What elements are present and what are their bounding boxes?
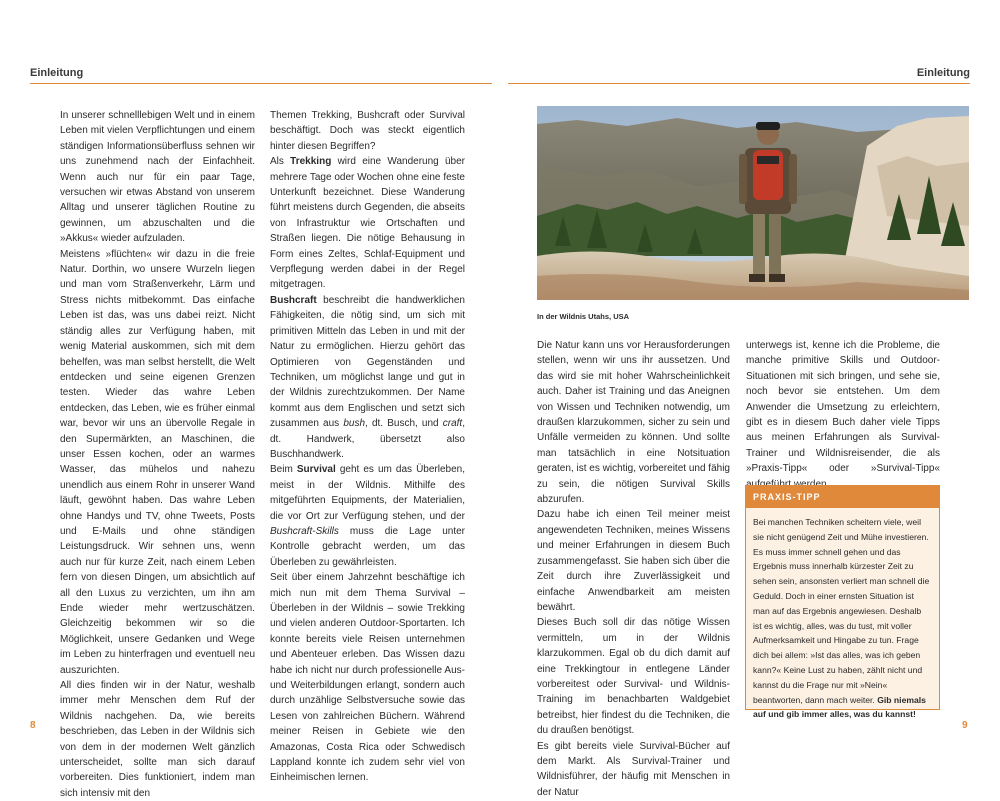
term-survival: Survival xyxy=(296,464,336,476)
page-number-left: 8 xyxy=(30,720,36,731)
paragraph: Themen Trekking, Bushcraft oder Survival beschäftigt. Doch was steckt eigentlich hinter diesen Begriffen? xyxy=(270,110,465,152)
photo-caption: In der Wildnis Utahs, USA xyxy=(537,312,630,321)
tip-title: PRAXIS-TIPP xyxy=(746,486,939,508)
term-trekking: Trekking xyxy=(290,156,332,168)
paragraph: Es gibt bereits viele Survival-Bücher auf dem Markt. Als Survival-Trainer und Wildnisführer, der häufig mit Menschen in der Natur xyxy=(537,740,730,798)
header-rule-left xyxy=(30,83,492,84)
paragraph: All dies finden wir in der Natur, weshalb immer mehr Menschen dem Ruf der Wildnis nachgehen. Da, wie bereits beschrieben, das Leben in der Wildnis sich von dem in der modernen Welt gänzlich unterscheidet, sollte man sich darauf vorbereiten. Dies funktioniert, indem man sich intensiv mit den xyxy=(60,680,255,799)
tip-text: Bei manchen Techniken scheitern viele, weil sie nicht genügend Zeit und Mühe investieren. Es muss immer schnell gehen und das Ergebnis muss innerhalb kürzester Zeit zu sehen sein, ansonsten verliert man schnell die Geduld. Doch in einer ernsten Situation ist man auf das Ergebnis angewiesen. Deshalb ist es wichtig, alles, was du tust, mit voller Aufmerksamkeit und Hingabe zu tun. Frage dich bei allem: »Ist das alles, was ich geben kann?« Keine Lust zu haben, zählt nicht und kannst du die Frage nur mit »Nein« beantworten, dann mach weiter. xyxy=(753,517,930,705)
hiker-landscape-image xyxy=(537,106,969,300)
paragraph: Dieses Buch soll dir das nötige Wissen vermitteln, um in der Wildnis klarzukommen. Egal ob du dich damit auf eine Trekkingtour in entlegene Länder vorbereitest oder Survival- und Wildnis-Training im benachbarten Waldgebiet betreibst, hier findest du die Techniken, die du draußen benötigst. xyxy=(537,617,730,737)
paragraph-survival: Beim Survival geht es um das Überleben, meist in der Wildnis. Mithilfe des mitgeführten Equipments, der Materialien, die vor Ort zur Verfügung stehen, und der Bushcraft-Skills muss die Lage unter Kontrolle gebracht werden, um das Überleben zu gewährleisten. xyxy=(270,464,465,568)
running-header-right: Einleitung xyxy=(916,67,970,79)
paragraph-trekking: Als Trekking wird eine Wanderung über mehrere Tage oder Wochen ohne eine feste Unterkunft bezeichnet. Diese Wanderung führt meistens durch Gegenden, die abseits von Infrastruktur wie Ortschaften und Straßen liegen. Die nötige Behausung in Form eines Zeltes, Schlaf-Equipment und Verpflegung werden dabei in der Regel mitgetragen. xyxy=(270,156,465,291)
wilderness-photo xyxy=(537,106,969,300)
tip-body xyxy=(746,508,939,729)
paragraph: Dazu habe ich einen Teil meiner meist angewendeten Techniken, meines Wissens und meiner Erfahrungen in diesem Buch zusammengefasst. Sie haben sich über die Zeit durch ihre Zuverlässigkeit und einfache Anwendbarkeit am meisten bewährt. xyxy=(537,509,730,613)
text-column-3 xyxy=(537,338,730,800)
term-bushcraft: Bushcraft xyxy=(270,294,317,306)
text-column-1 xyxy=(60,108,255,801)
text-column-2 xyxy=(270,108,465,786)
praxis-tip-box xyxy=(745,485,940,720)
paragraph: Seit über einem Jahrzehnt beschäftige ich mich nun mit dem Thema Survival – Überleben in der Wildnis – sowie Trekking und vielen anderen Outdoor-Sportarten. Ich konnte bereits viele Reisen unternehmen und Abenteuer erleben. Das Wissen dazu habe ich nicht nur durch professionelle Aus- und Weiterbildungen erlangt, sondern auch durch unzählige Selbstversuche sowie das Lesen von zahlreichen Büchern. Während meiner Reisen in Gebiete wie den Amazonas, Costa Rica oder Schwedisch Lappland konnte ich zudem sehr viel von Einheimischen lernen. xyxy=(270,572,465,784)
paragraph: In unserer schnelllebigen Welt und in einem Leben mit vielen Verpflichtungen und einem ständigen Informationsüberfluss sehnen wir uns zunehmend nach der Einfachheit. Wenn auch nur für ein paar Tage, versuchen wir etwas Abstand von unserem Alltag und unserer täglichen Routine zu gewinnen, um abzuschalten und die »Akkus« wieder aufzuladen. xyxy=(60,110,255,245)
paragraph-bushcraft: Bushcraft beschreibt die handwerklichen Fähigkeiten, die nötig sind, um sich mit primitiven Mitteln das Leben in und mit der Natur zu ermöglichen. Hierzu gehört das Optimieren von Gegenständen und Techniken, um möglichst lange und gut in der Wildnis zurechtzukommen. Der Name kommt aus dem Englischen und setzt sich zusammen aus bush, dt. Busch, und craft, dt. Handwerk, übersetzt also Buschhandwerk. xyxy=(270,294,465,460)
running-header-left: Einleitung xyxy=(30,67,84,79)
paragraph: Die Natur kann uns vor Herausforderungen stellen, wenn wir uns ihr aussetzen. Und das wird sie mit hoher Wahrscheinlichkeit auch. Daher ist Training und das Aneignen von Wissen und Techniken notwendig, um draußen klarzukommen, sicher zu sein und Unfälle vermeiden zu können. Und sollte man tatsächlich in eine Notsituation geraten, ist es wichtig, vorbereitet und fähig zu sein, die nötigen Survival Skills abzurufen. xyxy=(537,340,730,506)
tip-bold-text: Gib niemals auf und gib immer alles, was du kannst! xyxy=(753,694,926,720)
header-rule-right xyxy=(508,83,970,84)
paragraph: Meistens »flüchten« wir dazu in die freie Natur. Dorthin, wo unsere Wurzeln liegen und man vom Straßenverkehr, Lärm und Stress nichts mitbekommt. Das einfache Leben ist das, was uns dabei reizt. Nicht ständig alles zur Verfügung haben, mit wenig Material auskommen, sich mit dem behelfen, was man selbst herstellt, die Welt entdecken und seine eigenen Grenzen testen. Wieder das wahre Leben entdecken, das Leben, wie es früher einmal war, bevor wir uns an übervolle Regale in den Supermärkten, an Maschinen, die unser Essen kochen, oder an warmes Wasser, das mühelos und nahezu unendlich aus einem Rohr in unserer Wand läuft, gewöhnt haben. Das wahre Leben ohne Handys und TV, ohne Tweets, Posts und E-Mails und ohne ständigen Leistungsdruck. Wir sehnen uns, wenn auch nur für kurze Zeit, nach einem Leben fern von diesen Dingen, um absichtlich auf all den Luxus zu verzichten, um ihn am Ende wieder mehr wertzuschätzen. Gleichzeitig bekommen wir so die Möglichkeit, unsere Gedanken und Wege im Leben zu hinterfragen und eventuell neu auszurichten. xyxy=(60,248,255,676)
text-column-4 xyxy=(746,338,940,492)
page-number-right: 9 xyxy=(962,720,968,731)
paragraph: unterwegs ist, kenne ich die Probleme, die manche primitive Skills und Outdoor-Situationen mit sich bringen, und sehe sie, noch bevor sie entstehen. Um dem Anwender die Umsetzung zu erleichtern, gibt es in diesem Buch daher viele Tipps aus meinen Erfahrungen als Survival-Trainer und Wildnisreisender, die als »Praxis-Tipp« oder »Survival-Tipp« xyxy=(746,340,940,475)
